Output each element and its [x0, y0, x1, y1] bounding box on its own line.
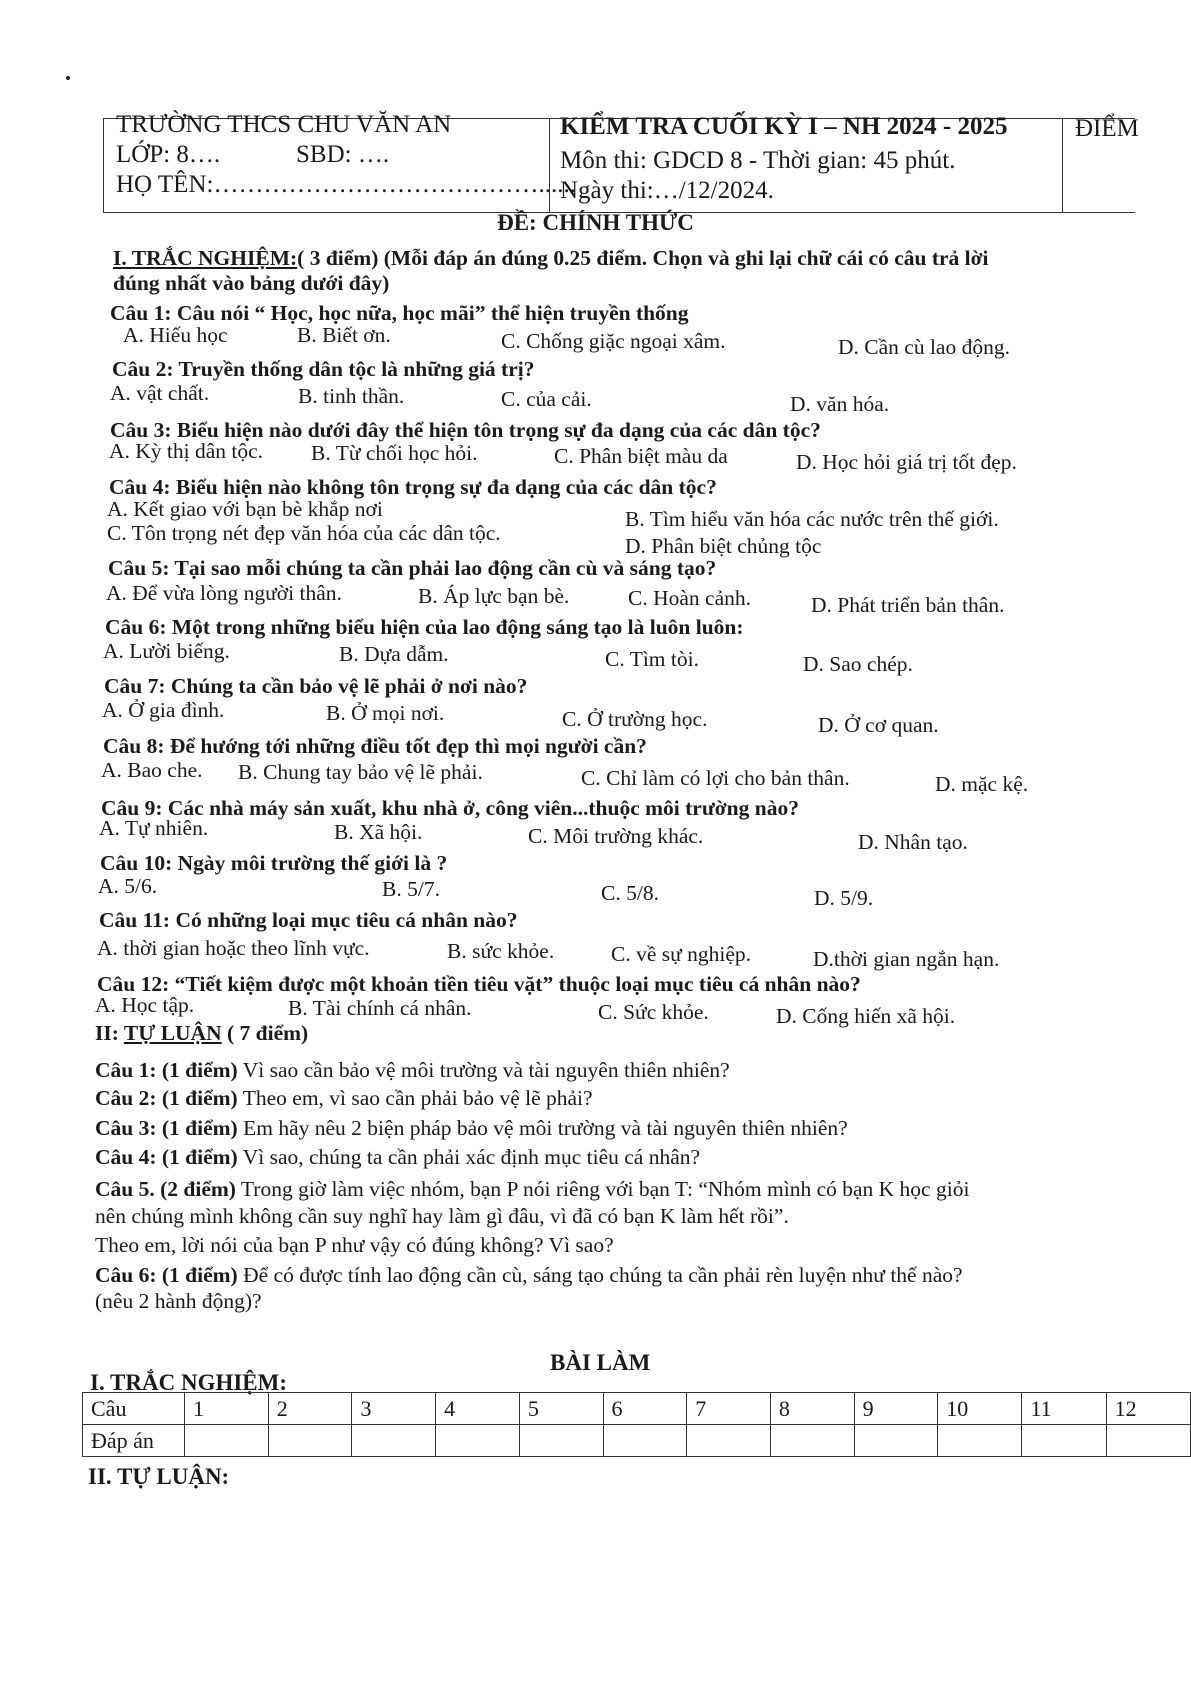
q11-option-b: B. sức khỏe.: [447, 939, 555, 963]
q5-option-c: C. Hoàn cảnh.: [628, 586, 751, 610]
essay-1-label: Câu 1: (1 điểm): [95, 1058, 238, 1082]
row-label-dap-an: Đáp án: [83, 1425, 185, 1457]
answer-cell[interactable]: [352, 1425, 436, 1457]
question-11: Câu 11: Có những loại mục tiêu cá nhân nào?: [99, 908, 518, 932]
q10-option-a: A. 5/6.: [98, 874, 158, 898]
q6-option-a: A. Lười biếng.: [103, 639, 230, 663]
essay-5-cont-2: [95, 1232, 614, 1258]
answer-cell[interactable]: [854, 1425, 938, 1457]
answer-sheet-title: BÀI LÀM: [550, 1350, 651, 1375]
answer-cell[interactable]: [1106, 1425, 1190, 1457]
answer-cell[interactable]: [436, 1425, 520, 1457]
question-number-cell: 6: [603, 1393, 687, 1425]
q4-option-d: D. Phân biệt chủng tộc: [625, 534, 822, 558]
section1-instruction-2: đúng nhất vào bảng dưới đây): [113, 271, 390, 295]
q8-option-a: A. Bao che.: [101, 758, 203, 782]
essay-5-cont-2-text: Theo em, lời nói của bạn P như vậy có đúng không? Vì sao?: [95, 1233, 614, 1257]
essay-3: [95, 1115, 848, 1141]
answer-cell[interactable]: [770, 1425, 854, 1457]
answer-cell[interactable]: [1022, 1425, 1106, 1457]
q11-option-c: C. về sự nghiệp.: [611, 942, 752, 966]
q3-option-c: C. Phân biệt màu da: [554, 444, 728, 468]
answer-cell[interactable]: [185, 1425, 269, 1457]
question-5: Câu 5: Tại sao mỗi chúng ta cần phải lao động cần cù và sáng tạo?: [108, 556, 717, 580]
q3-option-d: D. Học hỏi giá trị tốt đẹp.: [796, 450, 1017, 474]
essay-2: [95, 1085, 593, 1111]
section1-instruction-1: ( 3 điểm) (Mỗi đáp án đúng 0.25 điểm. Chọn và ghi lại chữ cái có câu trả lời: [297, 246, 989, 270]
q7-option-a: A. Ở gia đình.: [102, 698, 225, 722]
section2-points: ( 7 điểm): [221, 1021, 309, 1045]
q12-option-a: A. Học tập.: [95, 993, 195, 1017]
q2-option-b: B. tinh thần.: [298, 384, 405, 408]
question-8: Câu 8: Để hướng tới những điều tốt đẹp thì mọi người cần?: [103, 734, 647, 758]
student-info-cell: [103, 111, 576, 212]
question-1: Câu 1: Câu nói “ Học, học nữa, học mãi” thể hiện truyền thống: [110, 301, 689, 325]
essay-3-label: Câu 3: (1 điểm): [95, 1116, 238, 1140]
q3-option-b: B. Từ chối học hỏi.: [311, 441, 478, 465]
q10-option-c: C. 5/8.: [601, 881, 659, 905]
q1-option-a: A. Hiếu học: [123, 323, 228, 347]
q1-option-d: D. Cần cù lao động.: [838, 335, 1010, 359]
essay-6-text: Để có được tính lao động cần cù, sáng tạo chúng ta cần phải rèn luyện như thế nào?: [237, 1263, 963, 1287]
q2-option-d: D. văn hóa.: [790, 392, 890, 416]
q10-option-b: B. 5/7.: [382, 877, 440, 901]
q9-option-b: B. Xã hội.: [334, 820, 423, 844]
essay-1: [95, 1057, 730, 1083]
question-10: Câu 10: Ngày môi trường thế giới là ?: [100, 851, 448, 875]
q12-option-c: C. Sức khỏe.: [598, 1000, 709, 1024]
essay-2-text: Theo em, vì sao cần phải bảo vệ lẽ phải?: [237, 1086, 593, 1110]
question-number-cell: 3: [352, 1393, 436, 1425]
row-label-cau: Câu: [83, 1393, 185, 1425]
q7-option-d: D. Ở cơ quan.: [818, 713, 939, 737]
q1-option-c: C. Chống giặc ngoại xâm.: [501, 329, 726, 353]
answer-cell[interactable]: [687, 1425, 771, 1457]
score-cell: [1063, 115, 1139, 212]
question-number-cell: 1: [185, 1393, 269, 1425]
answer-sheet-section2: II. TỰ LUẬN:: [88, 1464, 230, 1489]
q11-option-a: A. thời gian hoặc theo lĩnh vực.: [97, 936, 370, 960]
question-2: Câu 2: Truyền thống dân tộc là những giá trị?: [112, 357, 535, 381]
section1-heading: I. TRẮC NGHIỆM:: [113, 246, 298, 270]
class-label: LỚP: 8….: [116, 141, 221, 168]
q4-option-b: B. Tìm hiểu văn hóa các nước trên thế giới.: [625, 507, 999, 531]
essay-6-label: Câu 6: (1 điểm): [95, 1263, 238, 1287]
q8-option-c: C. Chỉ làm có lợi cho bản thân.: [581, 766, 850, 790]
essay-1-text: Vì sao cần bảo vệ môi trường và tài nguyên thiên nhiên?: [237, 1058, 730, 1082]
answer-sheet-section1: I. TRẮC NGHIỆM:: [90, 1370, 288, 1395]
section1-instruction: [113, 245, 989, 271]
exam-info-cell: [549, 113, 1063, 212]
question-number-cell: 11: [1022, 1393, 1106, 1425]
essay-6: [95, 1262, 963, 1288]
essay-3-text: Em hãy nêu 2 biện pháp bảo vệ môi trường và tài nguyên thiên nhiên?: [237, 1116, 848, 1140]
question-number-cell: 10: [938, 1393, 1022, 1425]
q6-option-c: C. Tìm tòi.: [605, 647, 699, 671]
essay-5-text: Trong giờ làm việc nhóm, bạn P nói riêng với bạn T: “Nhóm mình có bạn K học giỏi: [235, 1177, 970, 1201]
answer-cell[interactable]: [603, 1425, 687, 1457]
essay-5-cont-1: [95, 1203, 789, 1229]
essay-6-cont-text: (nêu 2 hành động)?: [95, 1289, 262, 1313]
exam-date: Ngày thi:…/12/2024.: [560, 177, 774, 204]
question-number-cell: 9: [854, 1393, 938, 1425]
scan-speck: [66, 76, 70, 80]
q6-option-b: B. Dựa dẫm.: [339, 642, 449, 666]
exam-header: [103, 111, 1139, 213]
q6-option-d: D. Sao chép.: [803, 652, 913, 676]
subject-line: Môn thi: GDCD 8 - Thời gian: 45 phút.: [560, 147, 956, 174]
question-3: Câu 3: Biểu hiện nào dưới đây thể hiện tôn trọng sự đa dạng của các dân tộc?: [110, 418, 821, 442]
answer-grid: [82, 1392, 1191, 1457]
q7-option-b: B. Ở mọi nơi.: [326, 701, 445, 725]
question-4: Câu 4: Biểu hiện nào không tôn trọng sự đa dạng của các dân tộc?: [109, 475, 717, 499]
essay-2-label: Câu 2: (1 điểm): [95, 1086, 238, 1110]
sbd-label: SBD: ….: [296, 141, 390, 168]
q5-option-b: B. Áp lực bạn bè.: [418, 584, 570, 608]
exam-title: KIỂM TRA CUỐI KỲ I – NH 2024 - 2025: [560, 113, 1008, 140]
essay-5: [95, 1176, 969, 1202]
answer-grid-number-row: [83, 1393, 1191, 1425]
question-number-cell: 2: [268, 1393, 352, 1425]
q3-option-a: A. Kỳ thị dân tộc.: [109, 439, 264, 463]
q5-option-d: D. Phát triển bản thân.: [811, 593, 1005, 617]
school-name: TRƯỜNG THCS CHU VĂN AN: [116, 111, 452, 138]
answer-cell[interactable]: [268, 1425, 352, 1457]
q11-option-d: D.thời gian ngắn hạn.: [813, 947, 1000, 971]
q2-option-c: C. của cải.: [501, 387, 592, 411]
essay-6-cont: [95, 1288, 262, 1314]
q9-option-d: D. Nhân tạo.: [858, 830, 968, 854]
question-7: Câu 7: Chúng ta cần bảo vệ lẽ phải ở nơi nào?: [104, 674, 528, 698]
question-number-cell: 4: [436, 1393, 520, 1425]
q5-option-a: A. Để vừa lòng người thân.: [106, 581, 342, 605]
q12-option-d: D. Cống hiến xã hội.: [776, 1004, 956, 1028]
question-12: Câu 12: “Tiết kiệm được một khoản tiền tiêu vặt” thuộc loại mục tiêu cá nhân nào?: [97, 972, 861, 996]
essay-5-label: Câu 5. (2 điểm): [95, 1177, 236, 1201]
score-label: ĐIỂM: [1075, 115, 1139, 142]
q9-option-c: C. Môi trường khác.: [528, 824, 704, 848]
question-9: Câu 9: Các nhà máy sản xuất, khu nhà ở, công viên...thuộc môi trường nào?: [101, 796, 799, 820]
q8-option-b: B. Chung tay bảo vệ lẽ phải.: [238, 760, 483, 784]
answer-grid-answer-row: [83, 1425, 1191, 1457]
question-number-cell: 8: [770, 1393, 854, 1425]
q12-option-b: B. Tài chính cá nhân.: [288, 996, 472, 1020]
q7-option-c: C. Ở trường học.: [562, 707, 708, 731]
q1-option-b: B. Biết ơn.: [297, 323, 391, 347]
name-label: HỌ TÊN:…………………………………......: [116, 171, 576, 198]
question-number-cell: 12: [1106, 1393, 1190, 1425]
essay-4-text: Vì sao, chúng ta cần phải xác định mục tiêu cá nhân?: [237, 1145, 701, 1169]
q2-option-a: A. vật chất.: [110, 381, 210, 405]
essay-4-label: Câu 4: (1 điểm): [95, 1145, 238, 1169]
q4-option-a: A. Kết giao với bạn bè khắp nơi: [107, 497, 383, 521]
section2-prefix: II:: [95, 1021, 124, 1045]
q10-option-d: D. 5/9.: [814, 886, 874, 910]
section2-title: TỰ LUẬN: [123, 1021, 222, 1045]
q8-option-d: D. mặc kệ.: [935, 772, 1029, 796]
essay-5-cont-1-text: nên chúng mình không cần suy nghĩ hay làm gì đâu, vì đã có bạn K làm hết rồi”.: [95, 1204, 789, 1228]
q9-option-a: A. Tự nhiên.: [99, 816, 209, 840]
q4-option-c: C. Tôn trọng nét đẹp văn hóa của các dân tộc.: [107, 521, 501, 545]
question-number-cell: 7: [687, 1393, 771, 1425]
question-6: Câu 6: Một trong những biểu hiện của lao động sáng tạo là luôn luôn:: [105, 615, 744, 639]
official-label: ĐỀ: CHÍNH THỨC: [497, 210, 694, 235]
question-number-cell: 5: [519, 1393, 603, 1425]
essay-4: [95, 1144, 700, 1170]
section2-heading: [95, 1020, 308, 1046]
answer-cell[interactable]: [938, 1425, 1022, 1457]
answer-cell[interactable]: [519, 1425, 603, 1457]
